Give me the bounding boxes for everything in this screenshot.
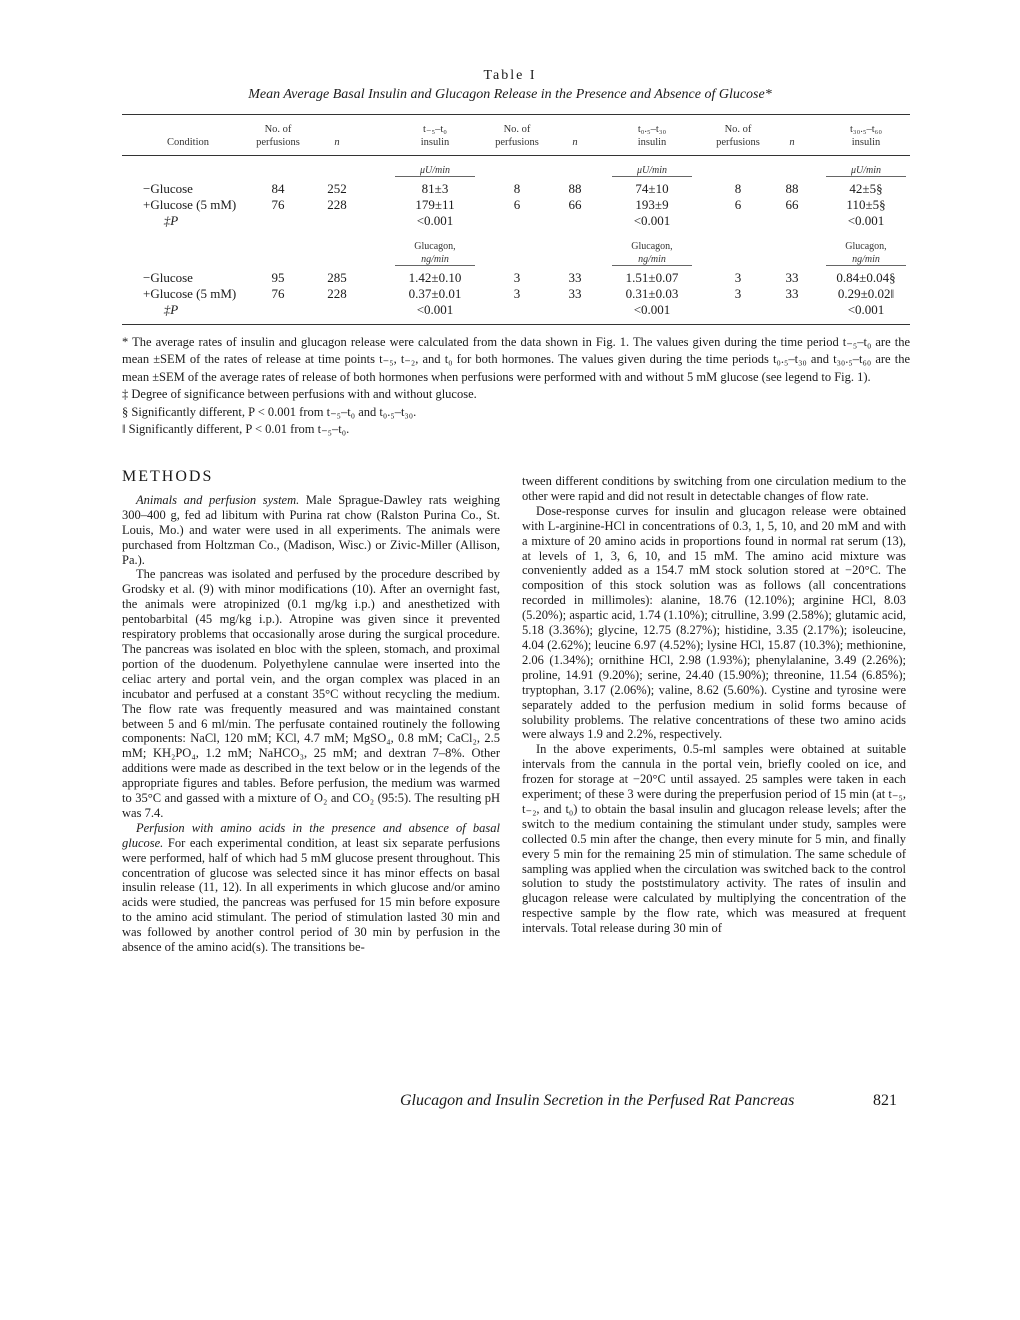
table-cell: 33	[785, 270, 799, 285]
table-row-condition: −Glucose	[143, 181, 193, 196]
header-col3-line2: insulin	[851, 137, 881, 148]
unit-rule-1	[395, 176, 475, 177]
table-cell: 74±10	[635, 181, 669, 196]
table-row-condition: +Glucose (5 mM)	[143, 197, 237, 212]
header-col2-line1: t₀.₅–t₃₀	[637, 124, 667, 135]
table-cell: 42±5§	[849, 181, 883, 196]
table-cell: 228	[327, 197, 347, 212]
subheading-animals: Animals and perfusion system.	[136, 492, 300, 507]
table-cell: 0.84±0.04§	[836, 270, 896, 285]
table-cell: <0.001	[847, 302, 885, 317]
unit-rule-4	[395, 265, 475, 266]
table-cell: 33	[785, 286, 799, 301]
table-cell: <0.001	[847, 213, 885, 228]
table-cell: 8	[513, 181, 521, 196]
table-cell: 179±11	[415, 197, 455, 212]
table-cell: 0.31±0.03	[625, 286, 679, 301]
header-perf1-line1: No. of	[264, 124, 292, 135]
table-cell: <0.001	[633, 213, 671, 228]
footnote-section: § Significantly different, P < 0.001 from t₋₅–t₀ and t₀.₅–t₃₀.	[122, 404, 417, 419]
footnote-double-dagger: ‡ Degree of significance between perfusions with and without glucose.	[122, 387, 477, 402]
unit-insulin-3: μU/min	[850, 165, 882, 176]
unit-rule-5	[612, 265, 692, 266]
header-perf2-line2: perfusions	[495, 137, 539, 148]
table-title: Mean Average Basal Insulin and Glucagon Release in the Presence and Absence of Glucose*	[248, 87, 772, 102]
unit-glucagon-1-bottom: ng/min	[421, 254, 449, 265]
header-col1-line1: t₋₅–t₀	[423, 124, 447, 135]
table-cell: 193±9	[635, 197, 669, 212]
header-perf3-line1: No. of	[724, 124, 752, 135]
unit-rule-6	[826, 265, 906, 266]
table-cell: 6	[734, 197, 742, 212]
table-cell: 6	[513, 197, 521, 212]
table-row-condition: ‡P	[163, 302, 179, 317]
table-cell: 76	[271, 197, 285, 212]
table-row-condition: −Glucose	[143, 270, 193, 285]
table-cell: 95	[271, 270, 285, 285]
table-cell: 88	[568, 181, 582, 196]
paragraph-text: Male Sprague-Dawley rats weighing 300–400 g, fed ad libitum with Purina rat chow (Ralston Purina Co., St. Louis, Mo.) and water were used in all experiments. The animals were purchased from Holtzman Co., (Madison, Wisc.) or Zivic-Miller (Allison, Pa.).	[122, 492, 500, 567]
unit-insulin-1: μU/min	[419, 165, 451, 176]
table-cell: <0.001	[416, 213, 454, 228]
table-cell: 1.42±0.10	[408, 270, 462, 285]
unit-insulin-2: μU/min	[636, 165, 668, 176]
unit-rule-2	[612, 176, 692, 177]
table-top-rule	[122, 114, 910, 115]
header-n1: n	[334, 137, 340, 148]
table-cell: 110±5§	[846, 197, 886, 212]
header-n3: n	[789, 137, 795, 148]
table-footnotes	[122, 334, 910, 438]
header-perf1-line2: perfusions	[256, 137, 300, 148]
table-cell: <0.001	[416, 302, 454, 317]
table-cell: 3	[513, 270, 521, 285]
table-cell: 81±3	[421, 181, 449, 196]
header-perf2-line1: No. of	[503, 124, 531, 135]
table-cell: <0.001	[633, 302, 671, 317]
table-cell: 228	[327, 286, 347, 301]
paragraph-text: For each experimental condition, at least six separate perfusions were performed, half of which had 5 mM glucose present throughout. This concentration of glucose was selected since it has minor effects on basal insulin release (11, 12). In all experiments in which glucose and/or amino acids were studied, the pancreas was perfused for 15 min before exposure to the amino acid stimulant. The period of stimulation lasted 30 min and was followed by another control period of 30 min by perfusion in the absence of the amino acid(s). The transitions be-	[122, 835, 500, 955]
table-bottom-rule	[122, 324, 910, 325]
methods-paragraph-4: tween different conditions by switching from one circulation medium to the other were rapid and did not result in detectable changes of flow rate.	[522, 474, 906, 503]
header-col3-line1: t₃₀.₅–t₆₀	[849, 124, 883, 135]
header-perf3-line2: perfusions	[716, 137, 760, 148]
table-header-rule	[122, 155, 910, 156]
unit-glucagon-2-bottom: ng/min	[638, 254, 666, 265]
header-condition: Condition	[166, 137, 210, 148]
table-cell: 8	[734, 181, 742, 196]
table-cell: 252	[327, 181, 347, 196]
table-cell: 88	[785, 181, 799, 196]
right-column	[522, 474, 906, 936]
header-col1-line2: insulin	[420, 137, 450, 148]
table-cell: 66	[568, 197, 582, 212]
header-n2: n	[572, 137, 578, 148]
methods-paragraph-3	[122, 821, 500, 955]
table-row-condition: ‡P	[163, 213, 179, 228]
unit-glucagon-3-bottom: ng/min	[852, 254, 880, 265]
table-cell: 0.29±0.02‖	[837, 286, 895, 301]
page-number: 821	[873, 1092, 897, 1109]
subheading-perfusion: Perfusion with amino acids in the presence and absence of basal glucose.	[122, 820, 500, 850]
table-cell: 3	[513, 286, 521, 301]
header-col2-line2: insulin	[637, 137, 667, 148]
table-cell: 33	[568, 286, 582, 301]
methods-paragraph-5: Dose-response curves for insulin and glucagon release were obtained with L-arginine-HCl in concentrations of 0.3, 1, 5, 10, and 20 mM and with a mixture of 20 amino acids in proportions found in normal rat serum (13), at levels of 1, 3, 6, 10, and 15 mM. The amino acid mixture was conveniently added as a 154.7 mM stock solution stored at −20°C. The composition of this stock solution was as follows (all concentrations recorded in millimoles): alanine, 18.76 (12.10%); arginine HCl, 8.03 (5.20%); aspartic acid, 1.74 (1.10%); citrulline, 3.99 (2.58%); glutamic acid, 5.18 (3.36%); glycine, 12.75 (8.27%); histidine, 3.35 (2.17%); isoleucine, 4.04 (2.62%); leucine 6.97 (4.52%); lysine HCl, 15.87 (10.3%); methionine, 2.06 (1.34%); ornithine HCl, 2.98 (1.93%); phenylalanine, 3.49 (2.26%); proline, 14.91 (9.20%); serine, 24.40 (15.90%); threonine, 11.54 (6.85%); tryptophan, 3.17 (2.06%); valine, 8.62 (5.60%). Cystine and tyrosine were separately added to the perfusion medium in solid forms because of solubility problems. The relative concentrations of these two amino acids were always 1.9 and 2.2%, respectively.	[522, 503, 906, 742]
methods-paragraph-2: The pancreas was isolated and perfused by the procedure described by Grodsky et al. (9) with minor modifications (10). After an overnight fast, the animals were atropinized (0.1 mg/kg i.p.) and anesthetized with pentobarbital (45 mg/kg i.p.). Atropine was given since it prevented respiratory problems that occasionally arose during the surgical procedure. The pancreas was isolated en bloc with the spleen, stomach, and proximal portion of the duodenum. Polyethylene cannulae were inserted into the celiac artery and portal vein, and the organ complex was placed in an incubator and perfused at a constant 35°C without recycling the medium. The flow rate was frequently measured and was maintained constant between 5 and 6 ml/min. The perfusate contained routinely the following components: NaCl, 120 mM; KCl, 4.7 mM; MgSO₄, 0.8 mM; CaCl₂, 2.5 mM; KH₂PO₄, 1.2 mM; NaHCO₃, 25 mM; and dextran 7–8%. Other additions were made as described in the text below or in the legends of the appropriate figures and tables. Before perfusion, the medium was warmed to 35°C and gassed with a mixture of O₂ and CO₂ (95:5). The resulting pH was 7.4.	[122, 567, 500, 820]
table-cell: 76	[271, 286, 285, 301]
methods-paragraph-6: In the above experiments, 0.5-ml samples were obtained at suitable intervals from the cannula in the portal vein, briefly cooled on ice, and frozen for storage at −20°C until assayed. 25 samples were taken in each experiment; of these 3 were during the preperfusion period of 15 min (at t₋₅, t₋₂, and t₀) to obtain the basal insulin and glucagon release levels; after the switch to the medium containing the stimulant under study, samples were collected 0.5 min after the change, then every minute for 5 min, and finally every 5 min for the remaining 25 min of stimulation. The same schedule of sampling was applied when the circulation was switched back to the control solution to study the poststimulatory activity. The rates of insulin and glucagon release were calculated by multiplying the concentration of the respective sample by the flow rate, which was measured at frequent intervals. Total release during 30 min of	[522, 742, 906, 936]
footnote-parallel: ‖ Significantly different, P < 0.01 from t₋₅–t₀.	[122, 422, 350, 437]
unit-glucagon-1-top: Glucagon,	[414, 241, 456, 252]
table-cell: 84	[271, 181, 285, 196]
table-cell: 3	[734, 286, 742, 301]
table-cell: 3	[734, 270, 742, 285]
left-column	[122, 470, 500, 955]
methods-paragraph-1	[122, 493, 500, 568]
table-cell: 0.37±0.01	[408, 286, 462, 301]
running-title: Glucagon and Insulin Secretion in the Perfused Rat Pancreas	[400, 1092, 795, 1109]
table-cell: 33	[568, 270, 582, 285]
table-cell: 285	[327, 270, 347, 285]
methods-heading: METHODS	[122, 468, 214, 485]
table-cell: 66	[785, 197, 799, 212]
unit-glucagon-2-top: Glucagon,	[631, 241, 673, 252]
table-cell: 1.51±0.07	[625, 270, 679, 285]
unit-rule-3	[826, 176, 906, 177]
table-row-condition: +Glucose (5 mM)	[143, 286, 237, 301]
footnote-asterisk: * The average rates of insulin and glucagon release were calculated from the data shown in Fig. 1. The values given during the time period t₋₅–t₀ are the mean ±SEM of the rates of release at time points t₋₅, t₋₂, and t₀ for both hormones. The values given during the time periods t₀.₅–t₃₀ and t₃₀.₅–t₆₀ are the mean ±SEM of the average rates of release of both hormones when perfusions were performed with and without 5 mM glucose (see legend to Fig. 1).	[122, 335, 910, 384]
unit-glucagon-3-top: Glucagon,	[845, 241, 887, 252]
table-label: Table I	[483, 68, 537, 83]
